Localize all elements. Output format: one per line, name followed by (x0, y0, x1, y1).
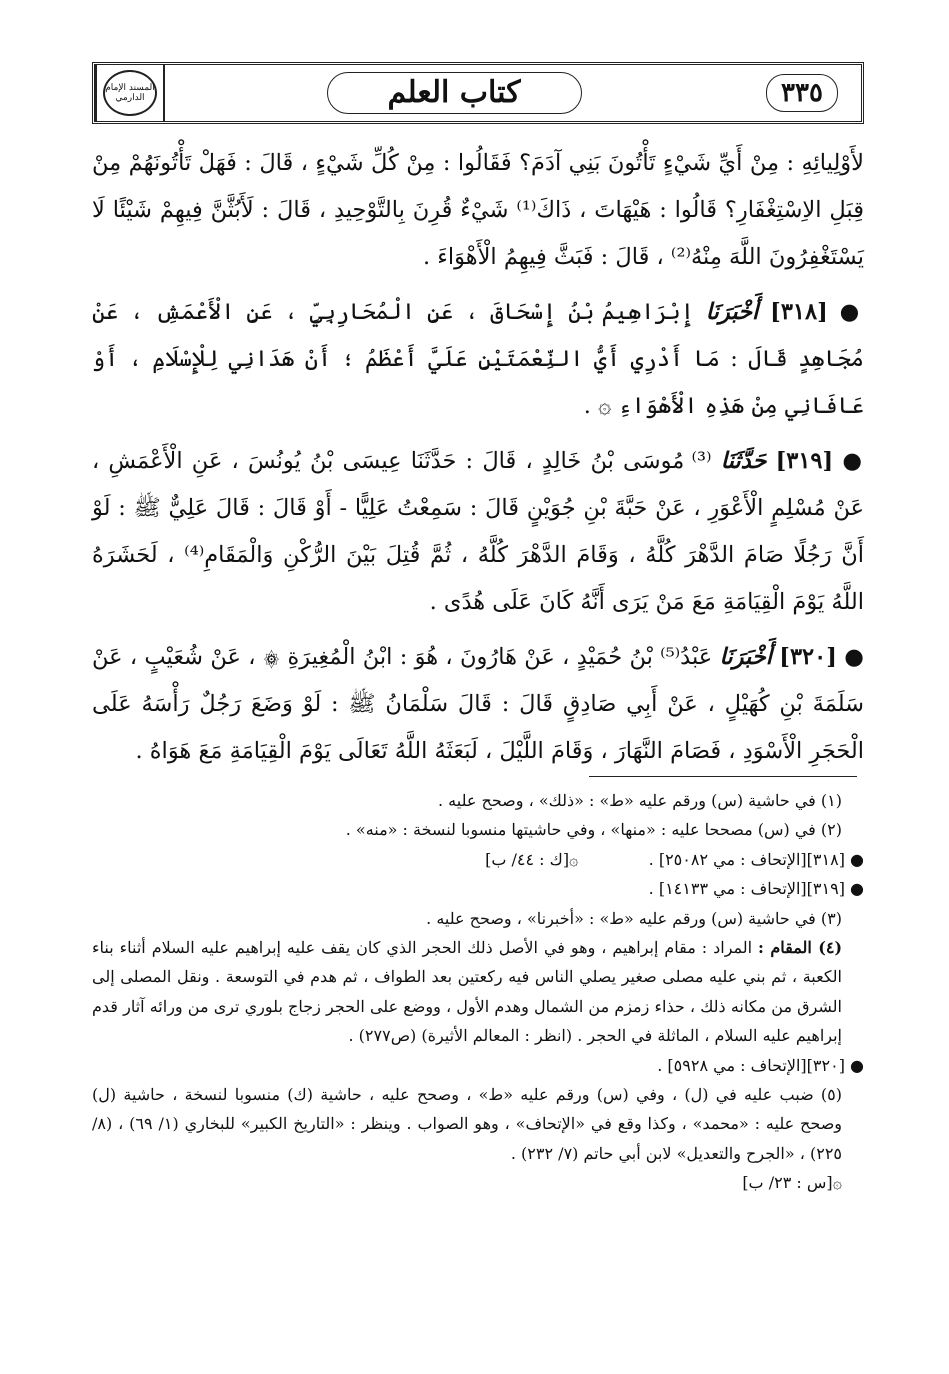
title-frame (163, 65, 743, 121)
reference-320-text: [٣٢٠][الإتحاف : مي ٥٩٢٨] . (657, 1055, 845, 1075)
reference-319 (92, 874, 864, 903)
hadith-319 (92, 438, 864, 626)
main-text (92, 140, 864, 783)
footnote-divider (589, 776, 857, 777)
hadith-text: ⁽³⁾ مُوسَى بْنُ خَالِدٍ ، قَالَ : حَدَّثَنَا عِيسَى بْنُ يُونُسَ ، عَنِ الْأَعْمَشِ ، عَنْ مُسْلِمٍ الْأَعْوَرِ ، عَنْ حَبَّةَ بْنِ جُوَيْنٍ قَالَ : سَمِعْتُ عَلِيًّا - أَوْ قَالَ : قَالَ عَلِيٌّ ﷺ : لَوْ أَنَّ رَجُلًا صَامَ الدَّهْرَ كُلَّهُ ، وَقَامَ الدَّهْرَ كُلَّهُ ، ثُمَّ قُتِلَ بَيْنَ الرُّكْنِ وَالْمَقَامِ⁽⁴⁾ ، لَحَشَرَهُ اللَّهُ يَوْمَ الْقِيَامَةِ مَعَ مَنْ يَرَى أَنَّهُ كَانَ عَلَى هُدًى . (92, 448, 865, 615)
book-title: كتاب العلم (327, 72, 582, 114)
publisher-seal: المسند الإمام الدارمي (103, 70, 157, 116)
footnote-4 (92, 933, 864, 1051)
hadith-320 (92, 634, 864, 775)
isnad-word: أَخْبَرَنَا (705, 299, 759, 325)
isnad-word: حَدَّثَنَا (720, 448, 767, 474)
bullet-icon: ● (842, 448, 865, 474)
reference-318 (92, 845, 864, 874)
reference-319-text: [٣١٩][الإتحاف : مي ١٤١٣٣] . (648, 879, 845, 899)
footnotes (92, 786, 864, 1198)
paragraph-intro: لأَوْلِيائِهِ : مِنْ أَيِّ شَيْءٍ تَأْتُونَ بَنِي آدَمَ؟ فَقَالُوا : مِنْ كُلِّ شَيْءٍ ، قَالَ : فَهَلْ تَأْتُونَهُمْ مِنْ قِبَلِ الاِسْتِغْفَارِ؟ قَالُوا : هَيْهَاتَ ، ذَاكَ⁽¹⁾ شَيْءٌ قُرِنَ بِالتَّوْحِيدِ ، قَالَ : لَأَبُثَّنَّ فِيهِمْ شَيْئًا لَا يَسْتَغْفِرُونَ اللَّهَ مِنْهُ⁽²⁾ ، قَالَ : فَبَثَّ فِيهِمُ الْأَهْوَاءَ . (92, 150, 864, 270)
isnad-word: أَخْبَرَنَا (719, 644, 772, 670)
hadith-text: إِبْرَاهِيمُ بْنُ إِسْحَاقَ ، عَنِ الْمُحَارِبِيِّ ، عَنِ الْأَعْمَشِ ، عَنْ مُجَاهِدٍ قَالَ : مَا أَدْرِي أَيُّ النِّعْمَتَيْنِ عَلَيَّ أَعْظَمُ ؛ أَنْ هَدَانِي لِلْإِسْلَامِ ، أَوْ عَافَانِي مِنْ هَذِهِ الْأَهْوَاءِ ۞ . (92, 299, 864, 419)
footnote-1: (١) في حاشية (س) ورقم عليه «ط» : «ذلك» ، وصحح عليه . (438, 791, 842, 810)
reference-318-text: [٣١٨][الإتحاف : مي ٢٥٠٨٢] . (648, 849, 845, 869)
footnote-4-label: (٤) المقام : (758, 938, 843, 958)
manuscript-marker: ۞[ك : ٤٤/ ب] (485, 849, 579, 869)
footnote-5: (٥) ضبب عليه في (ل) ، وفي (س) ورقم عليه «ط» ، وصحح عليه ، حاشية (ك) منسوبا لنسخة ، حاشية (ل) وصحح عليه : «محمد» ، وكذا وقع في «الإتحاف» ، وهو الصواب . وينظر : «التاريخ الكبير» للبخاري (١/ ٦٩) ، (٨/ ٢٢٥) ، «الجرح والتعديل» لابن أبي حاتم (٧/ ٢٣٢) . (92, 1085, 843, 1163)
footnote-3: (٣) في حاشية (س) ورقم عليه «ط» : «أخبرنا» ، وصحح عليه . (426, 908, 842, 928)
bullet-icon: ● (850, 849, 864, 869)
page-header (92, 62, 864, 124)
page-number: ٣٣٥ (766, 74, 838, 112)
bullet-icon: ● (844, 644, 864, 670)
bullet-icon: ● (850, 1055, 864, 1075)
hadith-318 (92, 289, 864, 430)
hadith-number: [٣١٩] (775, 448, 834, 474)
footnote-2: (٢) في (س) مصححا عليه : «منها» ، وفي حاشيتها منسوبا لنسخة : «منه» . (345, 820, 842, 840)
seal-frame (95, 65, 163, 121)
reference-320 (92, 1051, 864, 1080)
page-number-frame (743, 65, 861, 121)
manuscript-marker-s: ۞[س : ٢٣/ ب] (742, 1173, 842, 1193)
bullet-icon: ● (839, 299, 865, 325)
hadith-number: [٣١٨] (770, 299, 828, 325)
hadith-text: عَبْدُ⁽⁵⁾ بْنُ حُمَيْدٍ ، عَنْ هَارُونَ ، هُوَ : ابْنُ الْمُغِيرَةِ ۞ ، عَنْ شُعَيْبٍ ، عَنْ سَلَمَةَ بْنِ كُهَيْلٍ ، عَنْ أَبِي صَادِقٍ قَالَ : قَالَ سَلْمَانُ ﷺ : لَوْ وَضَعَ رَجُلٌ رَأْسَهُ عَلَى الْحَجَرِ الْأَسْوَدِ ، فَصَامَ النَّهَارَ ، وَقَامَ اللَّيْلَ ، لَبَعَثَهُ اللَّهُ تَعَالَى يَوْمَ الْقِيَامَةِ مَعَ هَوَاهُ . (92, 644, 864, 764)
hadith-number: [٣٢٠] (779, 644, 837, 670)
footnote-4-text: المراد : مقام إبراهيم ، وهو في الأصل ذلك الحجر الذي كان يقف عليه إبراهيم عليه السلام أثناء بناء الكعبة ، ثم بني عليه مصلى صغير يصلي الناس فيه ركعتين بعد الطواف ، ثم هدم في التوسعة . ونقل المصلى إلى الشرق من مكانه ذلك ، حذاء زمزم من الشمال وهدم الأول ، ووضع على الحجر زجاج بلوري ترى من ورائه آثار قدم إبراهيم عليه السلام ، الماثلة في الحجر . (انظر : المعالم الأثيرة) (ص٢٧٧) . (92, 938, 843, 1046)
bullet-icon: ● (850, 879, 864, 899)
